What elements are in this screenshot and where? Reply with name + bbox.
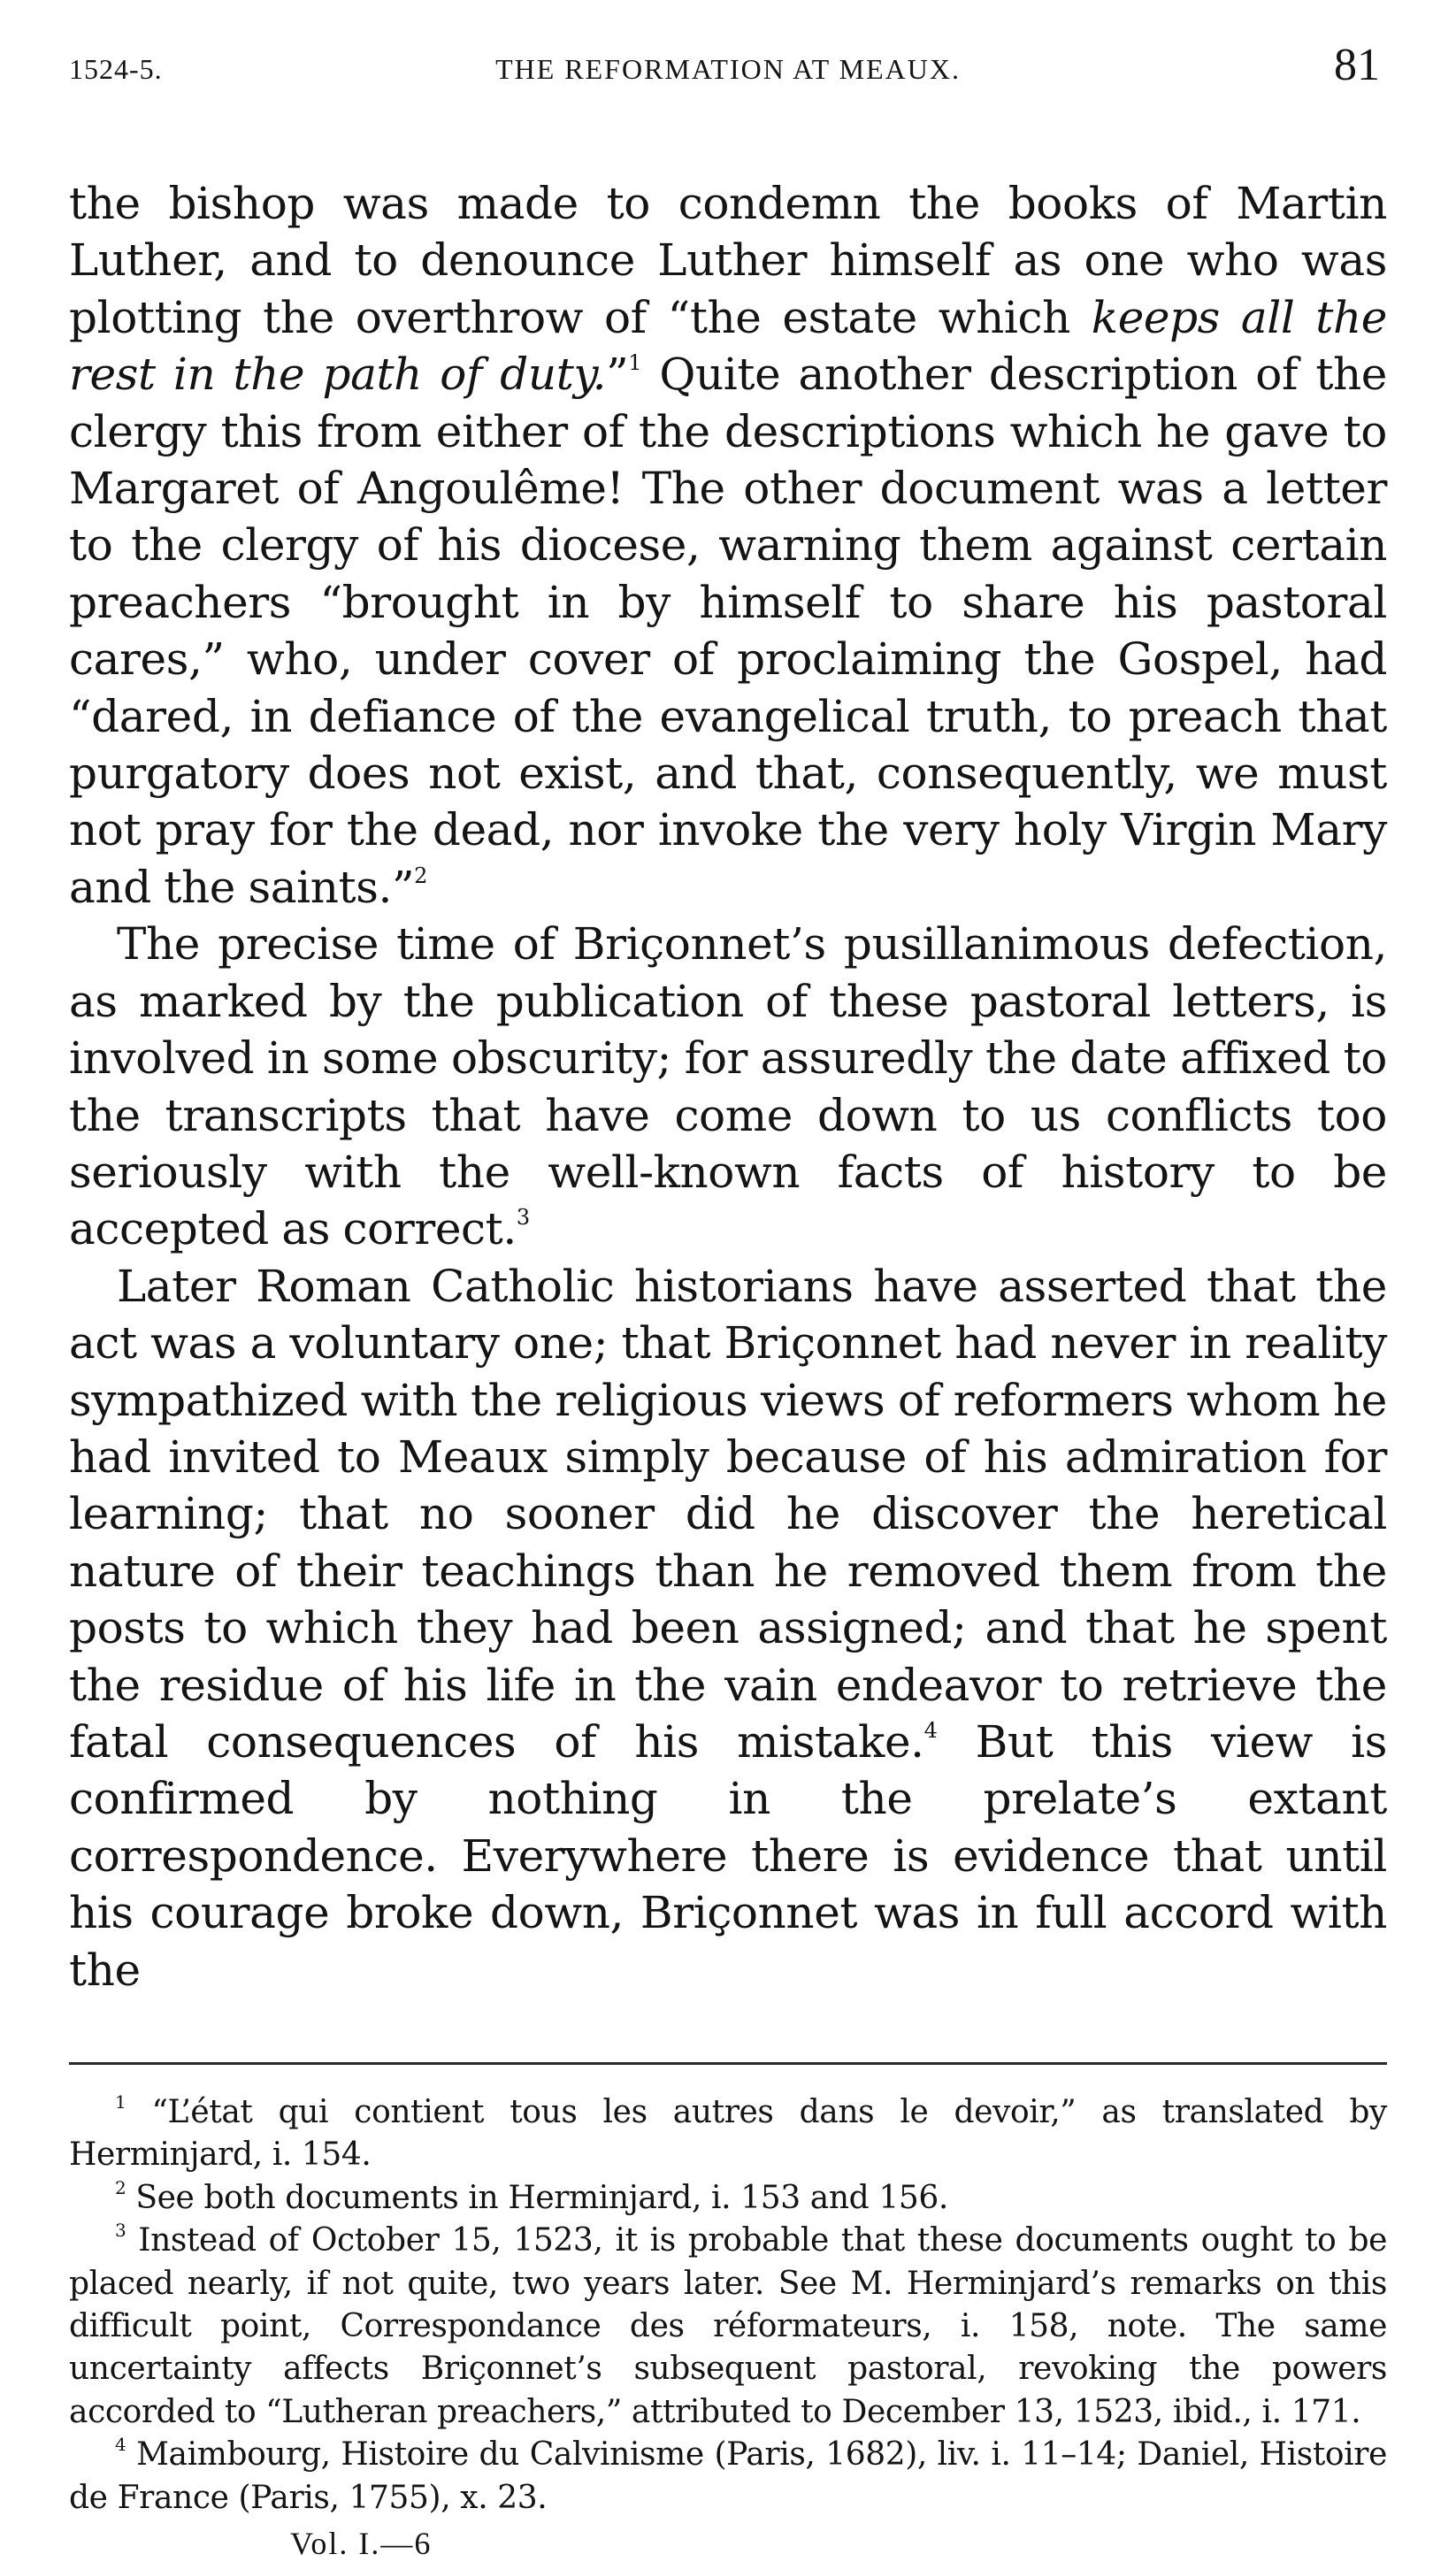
paragraph-1-text-c: Quite another description of the clergy this from either of the descriptions which he gave to Margaret of Angoulême! The other document was a letter to the clergy of his diocese, warning them against certain preachers “brought in by himself to share his pastoral cares,” who, under cover of proclaiming the Gospel, had “dared, in defiance of the evangelical truth, to preach that purgatory does not exist, and that, consequently, we must not pray for the dead, nor invoke the very holy Virgin Mary and the saints.” (69, 349, 1387, 913)
footnote-2-mark: 2 (115, 2176, 126, 2198)
paragraph-3-text-b: But this view is confirmed by nothing in the prelate’s extant correspondence. Everywhere there is evidence that until his courage broke down, Briçonnet was in full accord with the (69, 1715, 1387, 1996)
footnote-2-text: See both documents in Herminjard, i. 153 and 156. (126, 2179, 948, 2216)
paragraph-2-text: The precise time of Briçonnet’s pusillanimous defection, as marked by the publication of these pastoral letters, is involved in some obscurity; for assuredly the date affixed to the transcripts that have come down to us conflicts too seriously with the well-known facts of history to be accepted as correct. (69, 918, 1387, 1255)
paragraph-1 (69, 175, 1387, 916)
running-head (69, 35, 1387, 99)
running-head-date: 1524-5. (69, 53, 163, 85)
book-page (69, 35, 1387, 2562)
footnote-divider (69, 2062, 1387, 2065)
footnote-ref-4: 4 (923, 1717, 938, 1743)
footnote-2 (69, 2177, 1387, 2220)
footnote-1-text: “L’état qui contient tous les autres dans le devoir,” as translated by Herminjard, i. 154. (69, 2094, 1387, 2174)
paragraph-3 (69, 1258, 1387, 1998)
footnote-3 (69, 2220, 1387, 2434)
footnote-4 (69, 2434, 1387, 2520)
italic-quote: keeps all the rest in the path of duty. (69, 291, 1387, 401)
main-text (69, 175, 1387, 1998)
paragraph-2 (69, 916, 1387, 1257)
footnote-1-mark: 1 (115, 2091, 126, 2113)
paragraph-3-text-a: Later Roman Catholic historians have asserted that the act was a voluntary one; that Briçonnet had never in reality sympathized with the religious views of reformers whom he had invited to Meaux simply because of his admiration for learning; that no sooner did he discover the heretical nature of their teachings than he removed them from the posts to which they had been assigned; and that he spent the residue of his life in the vain endeavor to retrieve the fatal consequences of his mistake. (69, 1260, 1387, 1768)
footnote-ref-1: 1 (628, 350, 642, 376)
footnote-3-text: Instead of October 15, 1523, it is probable that these documents ought to be placed nearly, if not quite, two years later. See M. Herminjard’s remarks on this difficult point, Correspondance des réformateurs, i. 158, note. The same uncertainty affects Briçonnet’s subsequent pastoral, revoking the powers accorded to “Lutheran preachers,” attributed to December 13, 1523, ibid., i. 171. (69, 2222, 1387, 2430)
running-head-title: THE REFORMATION AT MEAUX. (495, 53, 961, 85)
paragraph-1-text-b: ” (606, 349, 629, 401)
footnote-4-mark: 4 (115, 2434, 126, 2456)
paragraph-1-text-a: the bishop was made to condemn the books of Martin Luther, and to denounce Luther himself as one who was plotting the overthrow of “the estate which (69, 178, 1387, 343)
footnote-ref-2: 2 (414, 863, 428, 888)
volume-signature: Vol. I.—6 (290, 2526, 433, 2562)
footnotes (69, 2091, 1387, 2520)
footnote-3-mark: 3 (115, 2220, 126, 2242)
footnote-1 (69, 2091, 1387, 2177)
footnote-ref-3: 3 (516, 1205, 530, 1231)
page-number: 81 (1334, 40, 1380, 90)
footnote-4-text: Maimbourg, Histoire du Calvinisme (Paris, 1682), liv. i. 11–14; Daniel, Histoire de France (Paris, 1755), x. 23. (69, 2436, 1387, 2516)
